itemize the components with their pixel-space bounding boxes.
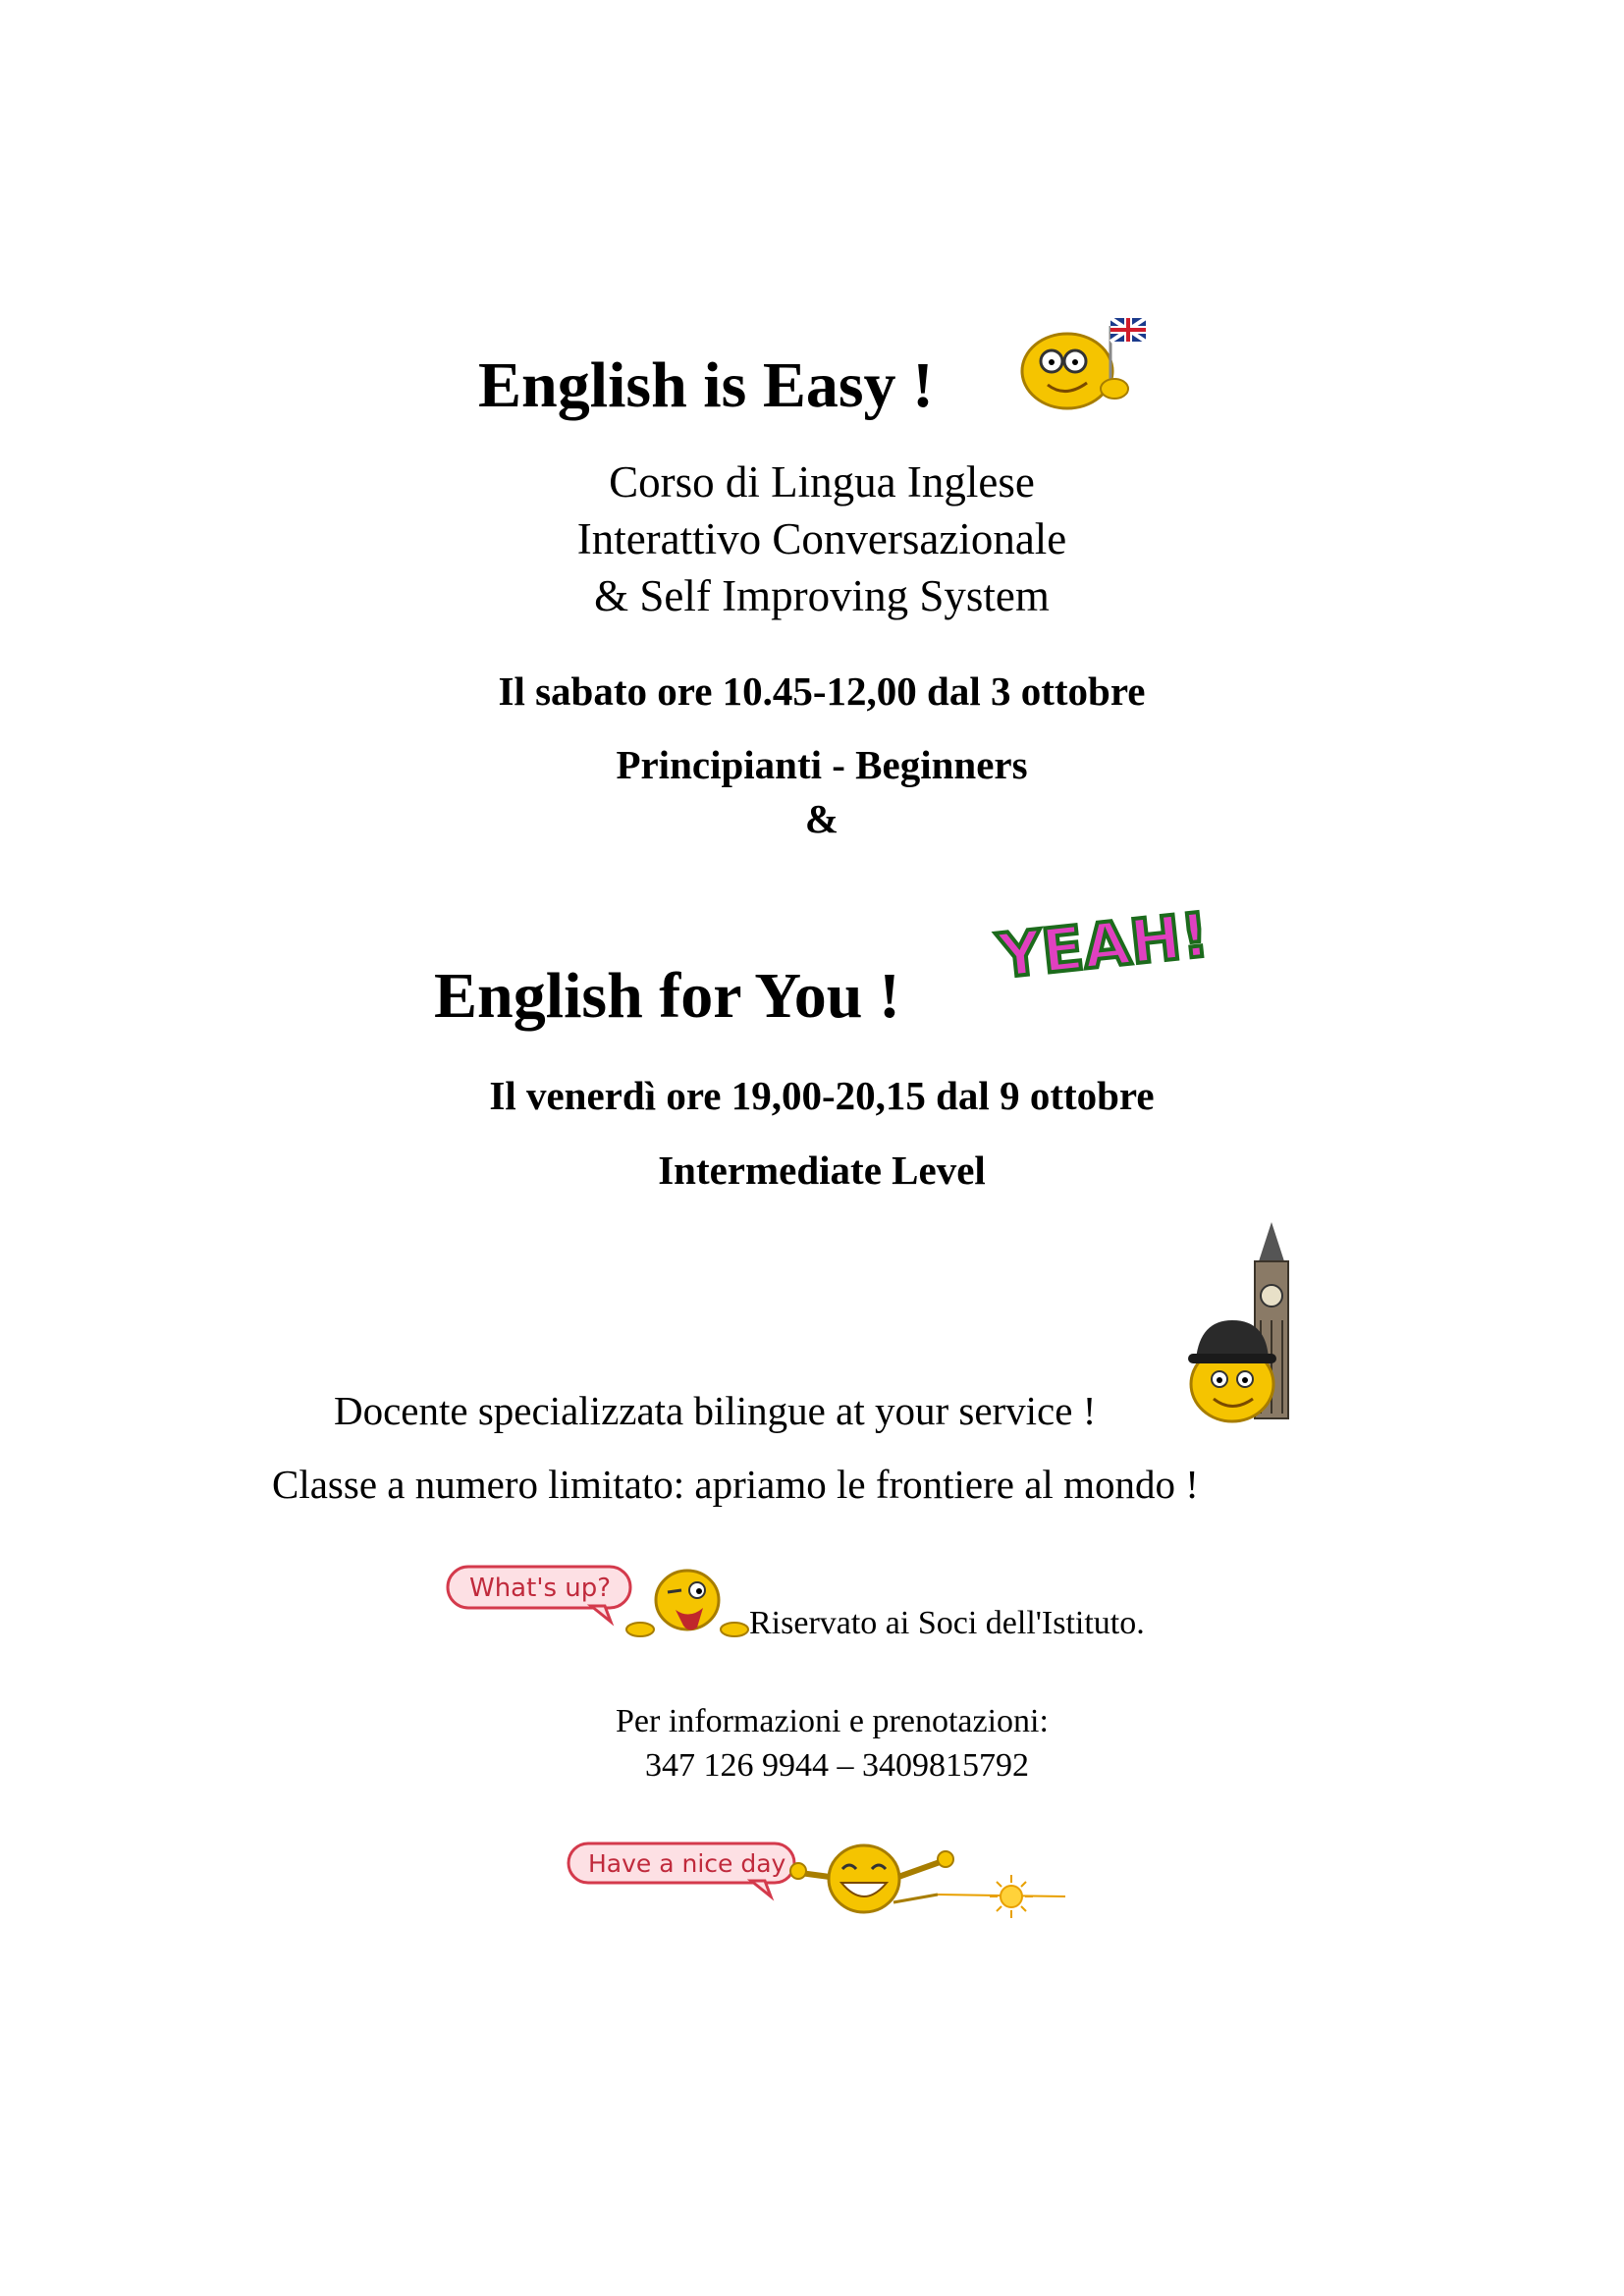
reserved-text: Riservato ai Soci dell'Istituto.: [749, 1605, 1145, 1641]
course1-line-1: Corso di Lingua Inglese: [609, 457, 1035, 507]
have-a-nice-day-text: Have a nice day: [588, 1849, 786, 1878]
yeah-text: YEAH!: [994, 898, 1213, 992]
smiley-flag-icon: [1016, 314, 1154, 412]
course2-schedule: Il venerdì ore 19,00-20,15 dal 9 ottobre: [489, 1073, 1155, 1118]
ampersand: &: [804, 796, 839, 841]
big-ben-smiley-icon: [1178, 1222, 1306, 1423]
course1-title: English is Easy !: [478, 349, 934, 421]
info-label: Per informazioni e prenotazioni:: [616, 1703, 1049, 1739]
have-a-nice-day-icon: [565, 1834, 1075, 1922]
course1-line-2: Interattivo Conversazionale: [576, 514, 1067, 563]
course2-title: English for You !: [434, 960, 900, 1032]
course1-level: Principianti - Beginners: [616, 742, 1028, 787]
whats-up-text: What's up?: [469, 1574, 612, 1603]
teacher-text: Docente specializzata bilingue at your service !: [334, 1388, 1097, 1433]
phone-numbers: 347 126 9944 – 3409815792: [645, 1747, 1029, 1784]
course1-line-3: & Self Improving System: [594, 571, 1050, 620]
course2-level: Intermediate Level: [658, 1148, 986, 1193]
class-info-text: Classe a numero limitato: apriamo le frontiere al mondo !: [272, 1462, 1199, 1507]
course1-description: [0, 454, 1624, 624]
whats-up-bubble-icon: [444, 1561, 748, 1639]
yeah-icon: [992, 898, 1213, 992]
course1-schedule: Il sabato ore 10.45-12,00 dal 3 ottobre: [498, 668, 1146, 714]
